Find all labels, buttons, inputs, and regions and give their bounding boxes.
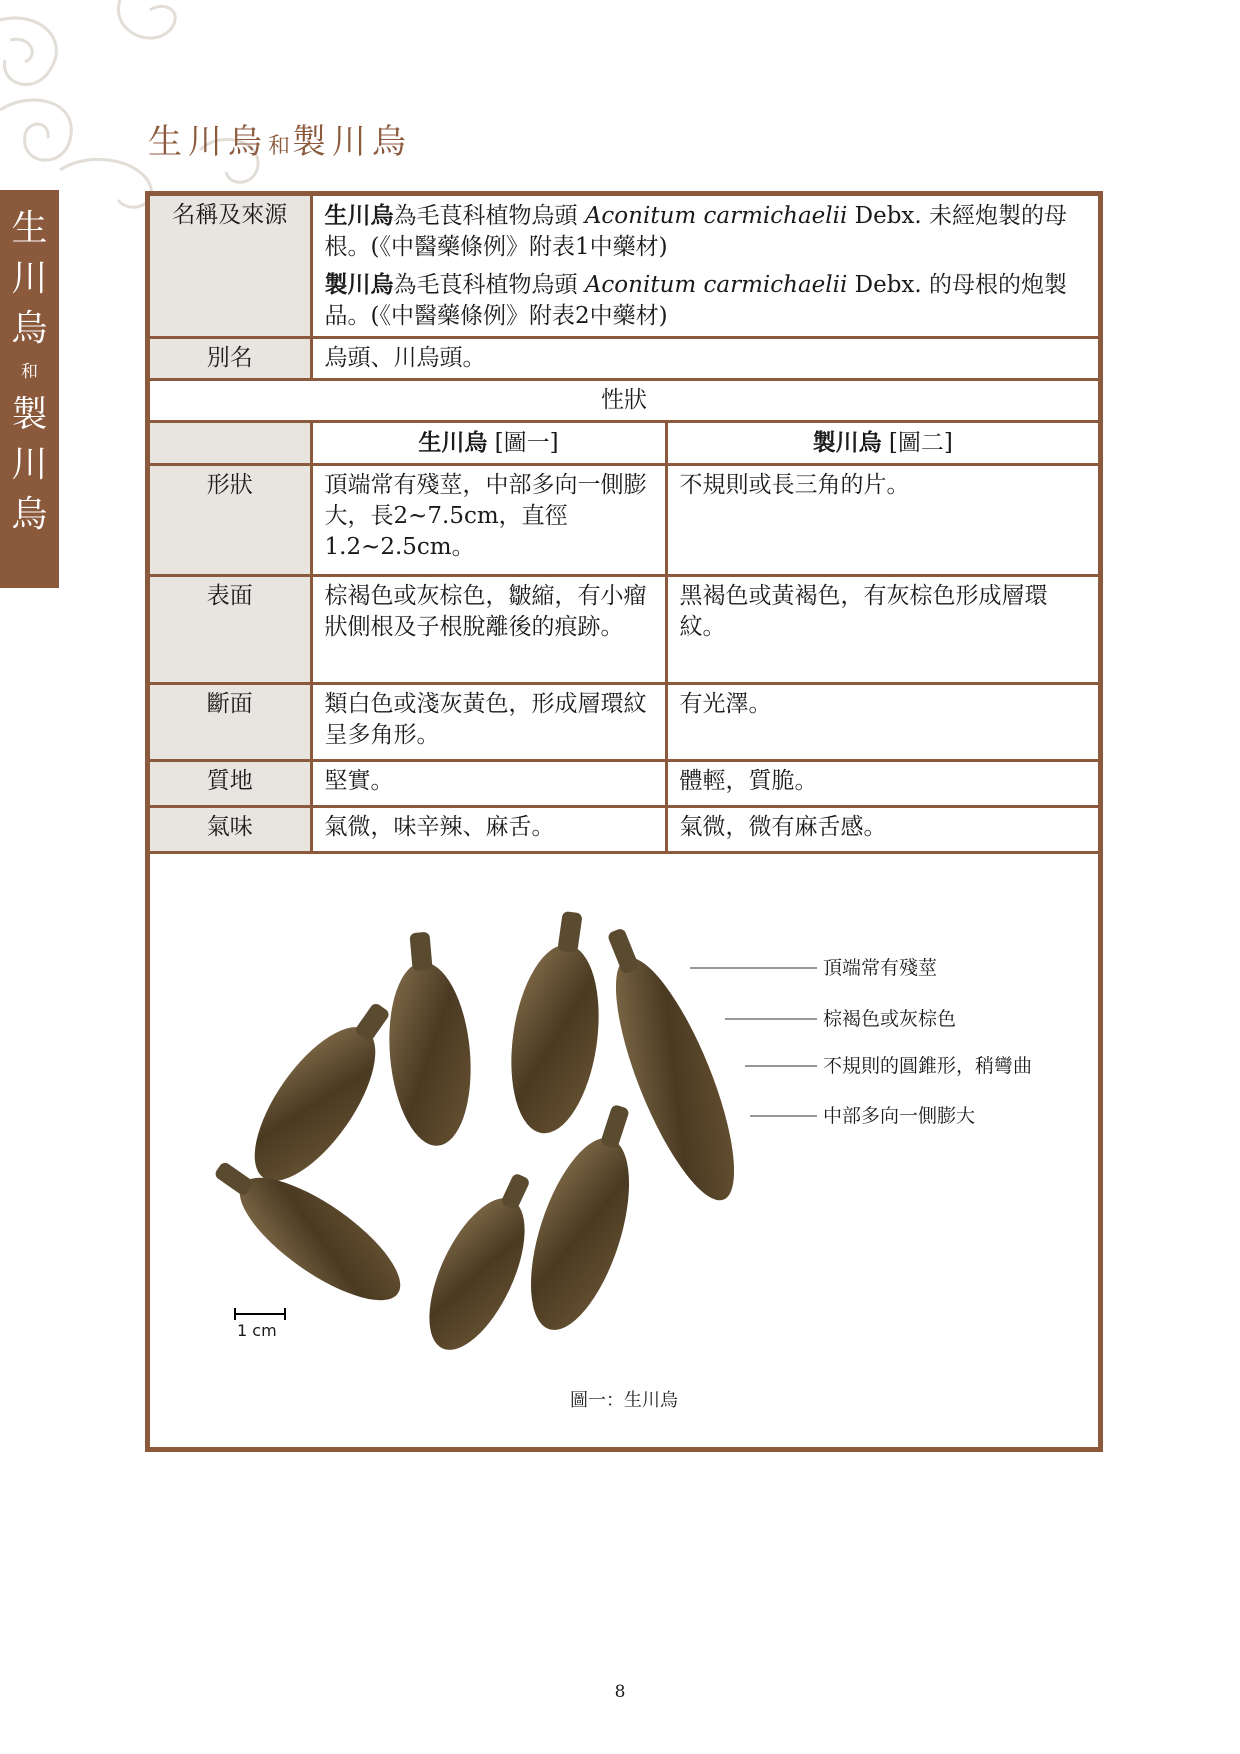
properties-table — [150, 196, 1098, 854]
source-processed-latin: Aconitum carmichaelii — [584, 272, 848, 298]
source-paragraph-raw — [325, 200, 1087, 263]
property-label: 形狀 — [150, 465, 311, 576]
title-part2: 製川烏 — [292, 122, 413, 162]
property-label: 質地 — [150, 761, 311, 807]
scale-bar — [235, 1308, 285, 1320]
herb-root — [380, 929, 478, 1149]
header-raw — [311, 422, 666, 465]
source-raw-latin: Aconitum carmichaelii — [584, 203, 848, 229]
property-row — [150, 684, 1098, 761]
sidebar-char: 川 — [11, 444, 48, 485]
title-middle: 和 — [268, 134, 293, 159]
property-row — [150, 465, 1098, 576]
source-processed-text: 為毛茛科植物烏頭 — [393, 272, 585, 298]
callout-label: 棕褐色或灰棕色 — [823, 1008, 957, 1030]
callout-label: 不規則的圓錐形，稍彎曲 — [823, 1055, 1033, 1077]
figure-caption: 圖一：生川烏 — [570, 1390, 678, 1411]
processed-value: 不規則或長三角的片。 — [666, 465, 1098, 576]
herb-root — [511, 1094, 659, 1341]
source-processed-rest: Debx. 的母根的炮製品。(《中醫藥條例》附表2中藥材) — [324, 272, 1068, 329]
sidebar-char: 和 — [21, 362, 38, 382]
callout-label: 頂端常有殘莖 — [823, 957, 938, 979]
column-header-row — [150, 422, 1098, 465]
source-row — [150, 196, 1098, 338]
source-raw-rest: Debx. 未經炮製的母根。(《中醫藥條例》附表1中藥材) — [324, 203, 1068, 260]
raw-value: 棕褐色或灰棕色，皺縮，有小瘤狀側根及子根脫離後的痕跡。 — [311, 576, 666, 684]
source-paragraph-processed — [325, 269, 1087, 332]
source-raw-text: 為毛茛科植物烏頭 — [393, 203, 585, 229]
property-row — [150, 807, 1098, 853]
header-raw-ref: [圖一] — [487, 430, 559, 456]
processed-value: 有光澤。 — [666, 684, 1098, 761]
section-heading: 性狀 — [150, 380, 1098, 422]
property-label: 表面 — [150, 576, 311, 684]
source-raw-name: 生川烏 — [324, 202, 394, 229]
sidebar-char: 川 — [11, 258, 48, 299]
sidebar-tab — [0, 190, 59, 588]
raw-value: 類白色或淺灰黃色，形成層環紋呈多角形。 — [311, 684, 666, 761]
header-processed — [666, 422, 1098, 465]
section-row — [150, 380, 1098, 422]
herb-root — [500, 906, 614, 1139]
property-row — [150, 576, 1098, 684]
raw-value: 氣微，味辛辣、麻舌。 — [311, 807, 666, 853]
sidebar-char: 製 — [11, 394, 48, 435]
monograph-frame — [145, 191, 1103, 1452]
page-title — [148, 114, 412, 163]
processed-value: 黑褐色或黃褐色，有灰棕色形成層環紋。 — [666, 576, 1098, 684]
header-raw-name: 生川烏 — [418, 429, 488, 456]
source-label: 名稱及來源 — [150, 196, 311, 338]
herb-root — [205, 1140, 417, 1321]
figure-area — [150, 884, 1098, 1447]
alias-label: 別名 — [150, 338, 311, 380]
alias-row — [150, 338, 1098, 380]
processed-value: 體輕，質脆。 — [666, 761, 1098, 807]
header-processed-name: 製川烏 — [812, 429, 882, 456]
herb-root — [232, 986, 414, 1200]
property-label: 斷面 — [150, 684, 311, 761]
sidebar-char: 烏 — [11, 494, 48, 535]
raw-value: 頂端常有殘莖，中部多向一側膨大，長2~7.5cm，直徑1.2~2.5cm。 — [311, 465, 666, 576]
source-value — [311, 196, 1098, 338]
callout-label: 中部多向一側膨大 — [823, 1105, 976, 1127]
header-processed-ref: [圖二] — [881, 430, 953, 456]
sidebar-char: 烏 — [11, 308, 48, 349]
alias-value: 烏頭、川烏頭。 — [311, 338, 1098, 380]
title-part1: 生川烏 — [148, 122, 268, 162]
processed-value: 氣微，微有麻舌感。 — [666, 807, 1098, 853]
header-blank-cell — [150, 422, 311, 465]
sidebar-char: 生 — [11, 208, 48, 249]
property-row — [150, 761, 1098, 807]
raw-value: 堅實。 — [311, 761, 666, 807]
property-label: 氣味 — [150, 807, 311, 853]
source-processed-name: 製川烏 — [324, 271, 394, 298]
scale-label: 1 cm — [237, 1321, 277, 1340]
herb-photo — [205, 904, 825, 1374]
page-number: 8 — [614, 1682, 626, 1702]
